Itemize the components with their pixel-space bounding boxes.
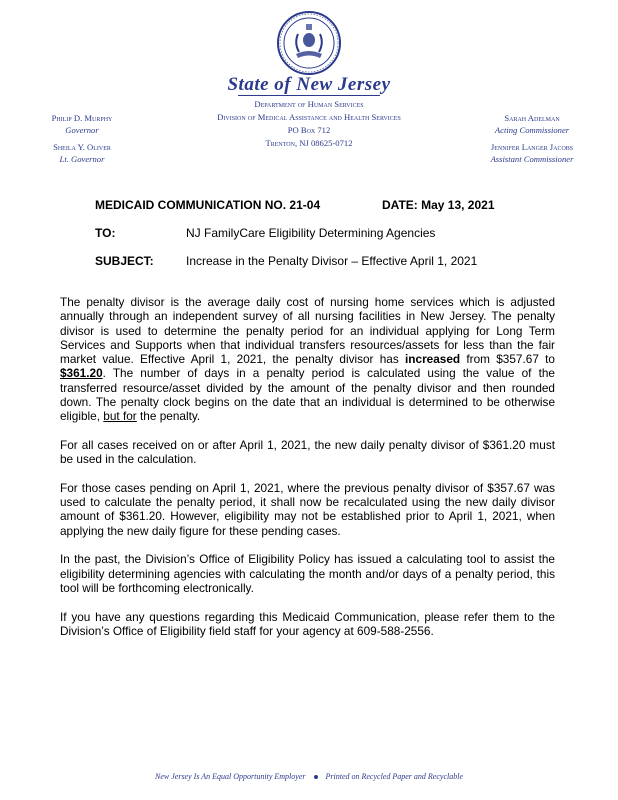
po-box: PO Box 712 — [287, 125, 331, 135]
city-line: Trenton, NJ 08625-0712 — [265, 138, 353, 148]
title-divider — [238, 95, 380, 96]
subject-value: Increase in the Penalty Divisor – Effective April 1, 2021 — [186, 254, 478, 268]
paragraph-new-cases: For all cases received on or after April 1, 2021, the new daily penalty divisor of $361.20 must be used in the calculation. — [60, 437, 555, 467]
lt-governor-name: Sheila Y. Oliver — [53, 142, 111, 152]
memo-date: DATE: May 13, 2021 — [382, 198, 495, 212]
commissioner-name: Sarah Adelman — [504, 113, 560, 123]
bullet-icon — [314, 775, 318, 779]
governor-title: Governor — [65, 124, 99, 135]
assistant-commissioner-name: Jennifer Langer Jacobs — [490, 142, 574, 152]
governor-name: Philip D. Murphy — [51, 113, 113, 123]
communication-number: MEDICAID COMMUNICATION NO. 21-04 — [95, 198, 321, 212]
department-name: Department of Human Services — [254, 99, 364, 109]
subject-label: SUBJECT: — [95, 254, 154, 268]
new-divisor-amount: $361.20 — [60, 366, 103, 381]
paragraph-penalty-divisor: The penalty divisor is the average daily cost of nursing home services which is adjusted annually through an independent survey of all nursing facilities in New Jersey. The penalty divisor is used to determine the penalty period for an individual applying for Long Term Services and Supports when that individual transfers resources/assets for less than the fair market value. Effective April 1, 2021, the penalty divisor has increased from $357.67 to $361.20. The number of days in a penalty period is calculated using the value of the transferred resource/asset divided by the amount of the penalty divisor and then rounded down. The penalty clock begins on the date that an individual is determined to be otherwise eligible, but for the penalty. — [60, 295, 555, 424]
commissioner-title: Acting Commissioner — [494, 124, 570, 135]
paragraph-calculating-tool: In the past, the Division’s Office of Eligibility Policy has issued a calculating tool to assist the eligibility determining agencies with calculating the month and/or days of a penalty period, this tool will be forthcoming electronically. — [60, 552, 555, 595]
assistant-commissioner-title: Assistant Commissioner — [490, 153, 574, 164]
governor-block — [22, 113, 142, 165]
to-label: TO: — [95, 226, 116, 240]
paragraph-questions: If you have any questions regarding this Medicaid Communication, please refer them to the Division’s Office of Eligibility field staff for your agency at 609-588-2556. — [60, 609, 555, 638]
to-value: NJ FamilyCare Eligibility Determining Agencies — [186, 226, 436, 240]
footer-recycled: Printed on Recycled Paper and Recyclable — [325, 772, 463, 781]
department-address-block — [160, 98, 458, 150]
footer — [0, 772, 618, 781]
commissioner-block — [468, 113, 596, 165]
state-title: State of New Jersey — [227, 74, 391, 95]
division-name: Division of Medical Assistance and Health Services — [217, 112, 401, 122]
memo-body — [60, 295, 555, 652]
state-seal-icon — [276, 10, 342, 76]
footer-equal-opportunity: New Jersey Is An Equal Opportunity Employer — [155, 772, 306, 781]
lt-governor-title: Lt. Governor — [59, 153, 105, 164]
paragraph-pending-cases: For those cases pending on April 1, 2021, where the previous penalty divisor of $357.67 was used to calculate the penalty period, it shall now be recalculated using the new daily divisor amount of $361.20. However, eligibility may not be established prior to April 1, 2021, when applying the new daily figure for these pending cases. — [60, 480, 555, 538]
